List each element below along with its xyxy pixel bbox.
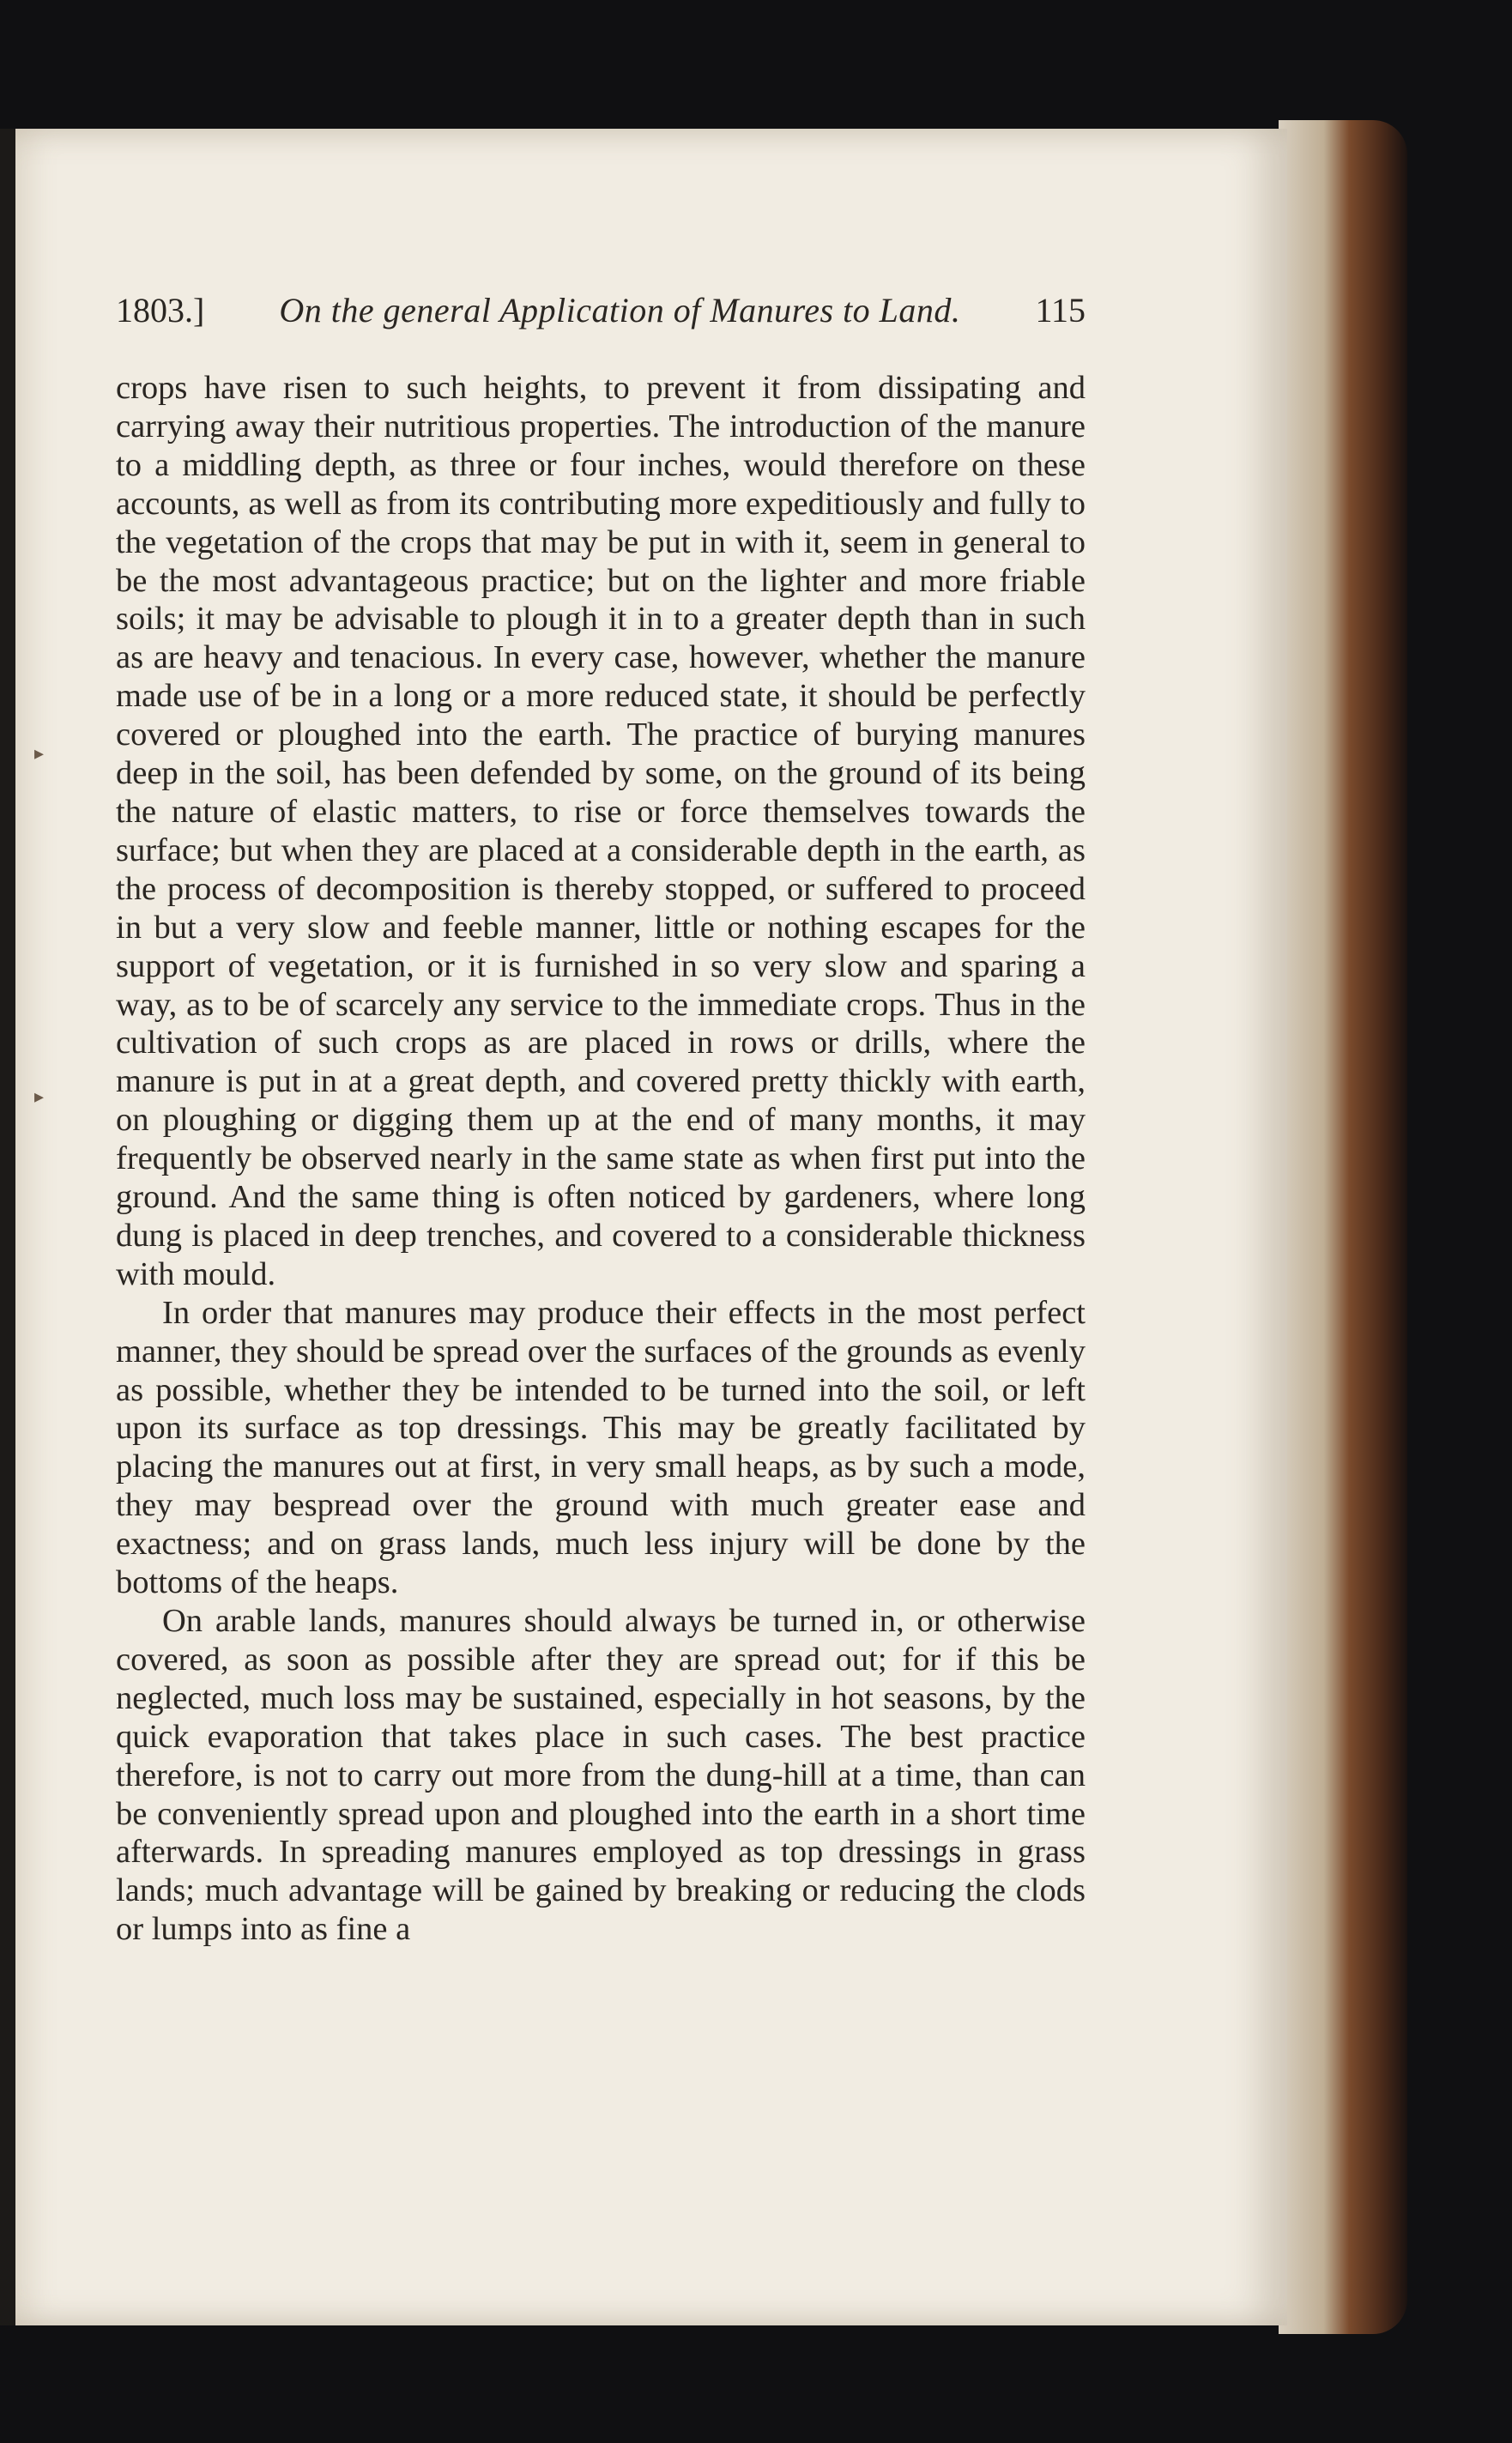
margin-mark: ▸	[34, 1085, 45, 1107]
margin-mark: ▸	[34, 742, 45, 764]
paragraph: On arable lands, manures should always be turned in, or otherwise covered, as soon as possible after they are spread out; for if this be neglected, much loss may be sustained, especially in hot seasons, by the quick evaporation that takes place in such cases. The best practice therefore, is not to carry out more from the dung-hill at a time, than can be conveniently spread upon and ploughed into the earth in a short time afterwards. In spreading manures employed as top dressings in grass lands; much advantage will be gained by breaking or reducing the clods or lumps into as fine a	[116, 1603, 1086, 1948]
book-spine-shadow	[0, 129, 15, 2325]
running-header	[116, 290, 1086, 342]
header-title: On the general Application of Manures to Land.	[279, 291, 961, 330]
paragraph: In order that manures may produce their effects in the most perfect manner, they should be spread over the surfaces of the grounds as evenly as possible, whether they be intended to be turned into the soil, or left upon its surface as top dressings. This may be greatly facilitated by placing the manures out at first, in very small heaps, as by such a mode, they may bespread over the ground with much greater ease and exactness; and on grass lands, much less injury will be done by the bottoms of the heaps.	[116, 1294, 1086, 1601]
page-edge	[1279, 120, 1407, 2334]
header-year: 1803.]	[116, 291, 205, 330]
paragraph: crops have risen to such heights, to prevent it from dissipating and carrying away their nutritious properties. The introduction of the manure to a middling depth, as three or four inches, would therefore on these accounts, as well as from its contributing more expeditiously and fully to the vegetation of the crops that may be put in with it, seem in general to be the most advantageous practice; but on the lighter and more friable soils; it may be advisable to plough it in to a greater depth than in such as are heavy and tenacious. In every case, however, whether the manure made use of be in a long or a more reduced state, it should be perfectly covered or ploughed into the earth. The practice of burying manures deep in the soil, has been defended by some, on the ground of its being the nature of elastic matters, to rise or force themselves towards the surface; but when they are placed at a considerable depth in the earth, as the process of decomposition is thereby stopped, or suffered to proceed in but a very slow and feeble manner, little or nothing escapes for the support of vegetation, or it is furnished in so very slow and sparing a way, as to be of scarcely any service to the immediate crops. Thus in the cultivation of such crops as are placed in rows or drills, where the manure is put in at a great depth, and covered pretty thickly with earth, on ploughing or digging them up at the end of many months, it may frequently be observed nearly in the same state as when first put into the ground. And the same thing is often noticed by gardeners, where long dung is placed in deep trenches, and covered to a considerable thickness with mould.	[116, 370, 1086, 1292]
body-text	[116, 369, 1086, 1949]
page-number: 115	[1035, 291, 1086, 330]
